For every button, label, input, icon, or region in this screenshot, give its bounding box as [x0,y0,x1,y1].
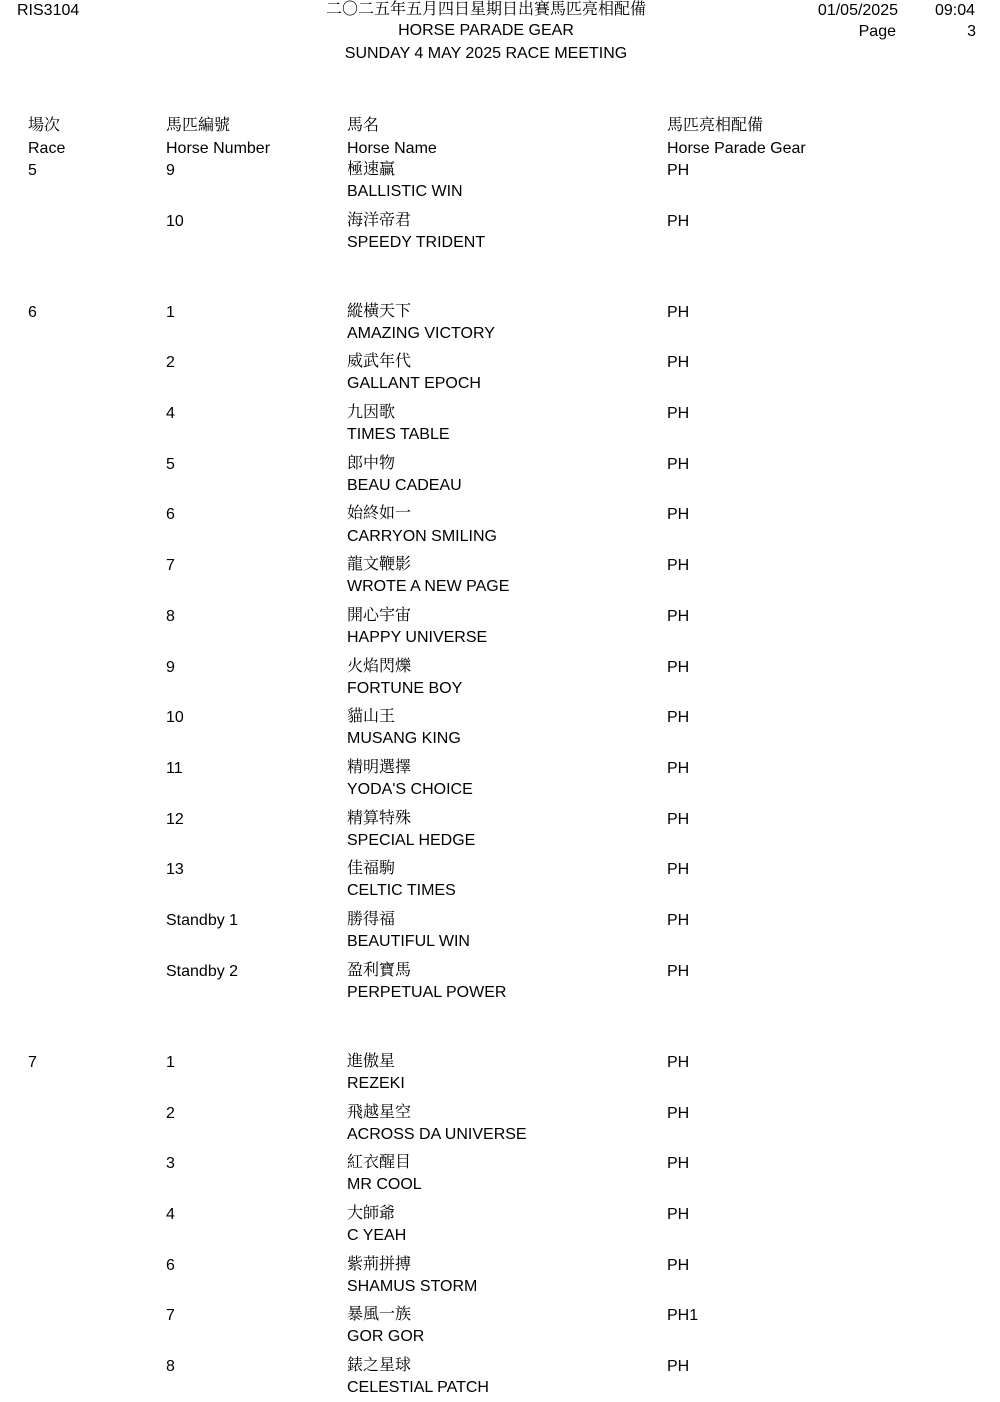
column-header-gear-en: Horse Parade Gear [667,140,806,157]
horse-name-zh: 進傲星 [347,1053,396,1070]
column-header-gear-zh: 馬匹亮相配備 [667,117,764,134]
parade-gear: PH [667,1257,690,1274]
horse-number: 6 [166,1257,175,1274]
column-header-race-zh: 場次 [28,117,61,134]
parade-gear: PH [667,811,690,828]
horse-name-zh: 大師爺 [347,1205,396,1222]
horse-name-zh: 精算特殊 [347,810,412,827]
horse-name-en: CARRYON SMILING [347,528,497,545]
horse-name-en: WROTE A NEW PAGE [347,578,510,595]
parade-gear: PH [667,912,690,929]
parade-gear: PH [667,1105,690,1122]
horse-number: 8 [166,1358,175,1375]
parade-gear: PH [667,659,690,676]
horse-name-zh: 始終如一 [347,505,412,522]
horse-name-zh: 極速贏 [347,161,396,178]
parade-gear: PH1 [667,1307,699,1324]
page-label: Page [858,23,896,40]
report-code: RIS3104 [17,2,80,19]
parade-gear: PH [667,162,690,179]
horse-name-en: GOR GOR [347,1328,425,1345]
horse-number: 1 [166,304,175,321]
parade-gear: PH [667,608,690,625]
horse-name-en: C YEAH [347,1227,407,1244]
horse-name-zh: 開心宇宙 [347,607,412,624]
horse-number: 9 [166,162,175,179]
horse-name-zh: 盈利寶馬 [347,962,412,979]
horse-number: 10 [166,709,184,726]
horse-name-en: AMAZING VICTORY [347,325,495,342]
horse-name-zh: 縱橫天下 [347,303,412,320]
parade-gear: PH [667,1206,690,1223]
horse-name-zh: 郎中物 [347,455,396,472]
parade-gear: PH [667,861,690,878]
column-header-horse-name-en: Horse Name [347,140,437,157]
horse-name-zh: 紅衣醒目 [347,1154,412,1171]
horse-number: 7 [166,557,175,574]
horse-name-zh: 紫荊拼搏 [347,1256,412,1273]
report-subtitle: SUNDAY 4 MAY 2025 RACE MEETING [344,45,628,62]
horse-name-zh: 飛越星空 [347,1104,412,1121]
report-title-en: HORSE PARADE GEAR [398,22,574,39]
parade-gear: PH [667,1155,690,1172]
horse-number: 10 [166,213,184,230]
horse-name-en: MUSANG KING [347,730,461,747]
horse-name-en: CELTIC TIMES [347,882,456,899]
horse-name-zh: 龍文鞭影 [347,556,412,573]
horse-name-en: CELESTIAL PATCH [347,1379,489,1396]
horse-name-en: BEAUTIFUL WIN [347,933,470,950]
race-number: 6 [28,304,37,321]
horse-number: 13 [166,861,184,878]
column-header-horse-number-en: Horse Number [166,140,271,157]
horse-number: 8 [166,608,175,625]
parade-gear: PH [667,1054,690,1071]
parade-gear: PH [667,304,690,321]
horse-number: 1 [166,1054,175,1071]
horse-name-zh: 海洋帝君 [347,212,412,229]
print-date: 01/05/2025 [817,2,898,19]
horse-name-en: REZEKI [347,1075,405,1092]
horse-name-en: BALLISTIC WIN [347,183,463,200]
parade-gear: PH [667,709,690,726]
horse-name-en: BEAU CADEAU [347,477,462,494]
horse-number: 3 [166,1155,175,1172]
parade-gear: PH [667,1358,690,1375]
horse-name-zh: 佳福駒 [347,860,396,877]
horse-name-zh: 威武年代 [347,353,412,370]
horse-name-en: GALLANT EPOCH [347,375,481,392]
horse-name-en: MR COOL [347,1176,422,1193]
horse-name-zh: 貓山王 [347,708,396,725]
parade-gear: PH [667,760,690,777]
column-header-horse-name-zh: 馬名 [347,117,380,134]
race-number: 7 [28,1054,37,1071]
horse-number: 2 [166,354,175,371]
print-time: 09:04 [934,2,975,19]
parade-gear: PH [667,213,690,230]
horse-name-en: TIMES TABLE [347,426,450,443]
parade-gear: PH [667,405,690,422]
horse-name-en: ACROSS DA UNIVERSE [347,1126,527,1143]
horse-number: 11 [166,760,183,777]
parade-gear: PH [667,506,690,523]
horse-name-zh: 錶之星球 [347,1357,412,1374]
race-number: 5 [28,162,37,179]
report-title-zh: 二〇二五年五月四日星期日出賽馬匹亮相配備 [325,1,646,18]
horse-number: 5 [166,456,175,473]
horse-number: 9 [166,659,175,676]
page-number: 3 [967,23,976,40]
horse-name-zh: 火焰閃爍 [347,658,412,675]
horse-number: 2 [166,1105,175,1122]
horse-number: 7 [166,1307,175,1324]
horse-name-en: PERPETUAL POWER [347,984,507,1001]
parade-gear: PH [667,354,690,371]
column-header-horse-number-zh: 馬匹編號 [166,117,231,134]
horse-number: 12 [166,811,184,828]
horse-name-zh: 勝得福 [347,911,396,928]
horse-name-en: HAPPY UNIVERSE [347,629,488,646]
horse-name-zh: 暴風一族 [347,1306,412,1323]
parade-gear: PH [667,963,690,980]
horse-number: Standby 2 [166,963,239,980]
horse-number: 6 [166,506,175,523]
parade-gear: PH [667,456,690,473]
horse-name-en: SHAMUS STORM [347,1278,478,1295]
horse-name-zh: 九因歌 [347,404,396,421]
horse-number: 4 [166,1206,175,1223]
horse-number: 4 [166,405,175,422]
horse-name-zh: 精明選擇 [347,759,412,776]
horse-number: Standby 1 [166,912,239,929]
parade-gear: PH [667,557,690,574]
horse-name-en: SPEEDY TRIDENT [347,234,486,251]
horse-name-en: FORTUNE BOY [347,680,463,697]
horse-name-en: SPECIAL HEDGE [347,832,476,849]
column-header-race-en: Race [28,140,66,157]
horse-name-en: YODA'S CHOICE [347,781,473,798]
